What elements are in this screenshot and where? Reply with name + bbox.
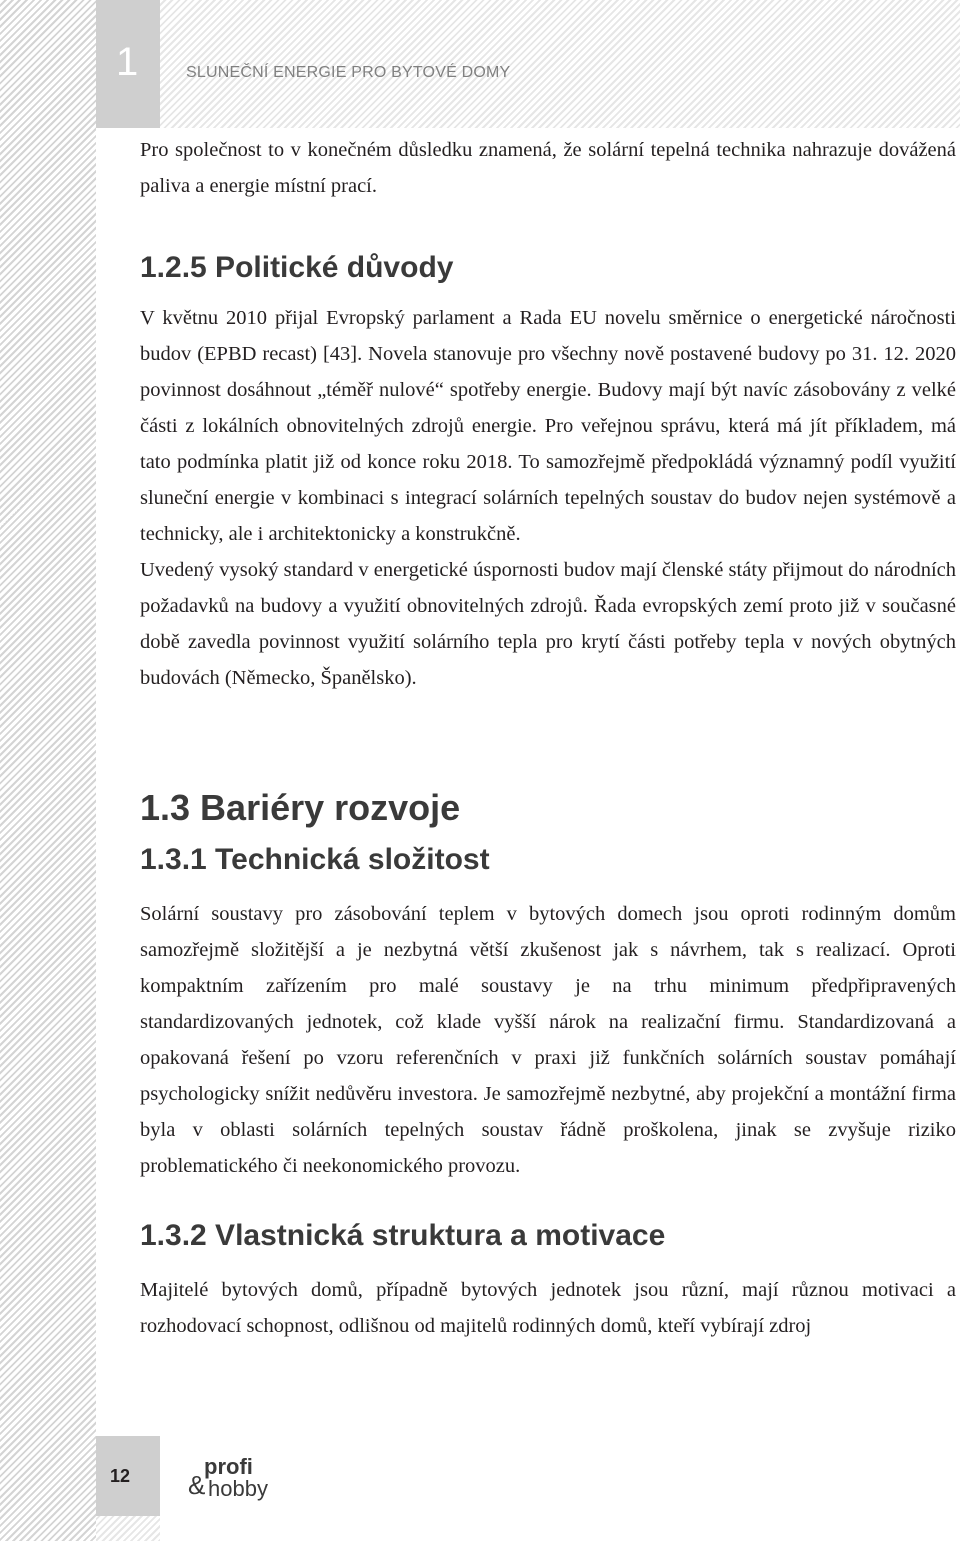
- footer-area: [160, 1436, 960, 1541]
- heading-1-3: 1.3 Bariéry rozvoje: [140, 787, 461, 828]
- logo-ampersand: &: [188, 1470, 206, 1500]
- paragraph-1-3-2: Majitelé bytových domů, případně bytových jednotek jsou různí, mají různou motivaci a rozhodovací schopnost, odlišnou od majitelů rodinných domů, kteří vybírají zdroj: [140, 1279, 956, 1337]
- running-title: SLUNEČNÍ ENERGIE PRO BYTOVÉ DOMY: [186, 64, 511, 81]
- page-content: [140, 132, 956, 1344]
- heading-1-2-5: 1.2.5 Politické důvody: [140, 251, 454, 284]
- logo-hobby-text: hobby: [208, 1476, 268, 1501]
- chapter-number: 1: [116, 40, 139, 84]
- paragraph-1-3-1: Solární soustavy pro zásobování teplem v bytových domech jsou oproti rodinným domům samozřejmě složitější a je nezbytná větší zkušenost jak s návrhem, tak s realizací. Oproti kompaktním zařízením pro malé soustavy je na trhu minimum předpřipravených standardizovaných jednotek, což klade vyšší nárok na realizační firmu. Standardizovaná a opakovaná řešení po vzoru referenčních v praxi již funkčních solárních soustav pomáhají psychologicky snížit nedůvěru investora. Je samozřejmě nezbytné, aby projekční a montážní firma byla v oblasti solárních tepelných soustav řádně proškolena, jinak se zvyšuje riziko problematického či neekonomického provozu.: [140, 903, 956, 1177]
- logo-profi-text: profi: [204, 1454, 253, 1479]
- page-number: 12: [110, 1466, 131, 1486]
- paragraph-1-2-5-b: Uvedený vysoký standard v energetické úspornosti budov mají členské státy přijmout do národních požadavků na budovy a využití obnovitelných zdrojů. Řada evropských zemí proto již v současné době zavedla povinnost využití solárního tepla pro krytí části potřeby tepla v nových obytných budovách (Německo, Španělsko).: [140, 559, 956, 689]
- heading-1-3-2: 1.3.2 Vlastnická struktura a motivace: [140, 1219, 666, 1252]
- paragraph-1-2-5-a: V květnu 2010 přijal Evropský parlament a Rada EU novelu směrnice o energetické náročnosti budov (EPBD recast) [43]. Novela stanovuje pro všechny nově postavené budovy po 31. 12. 2020 povinnost dosáhnout „téměř nulové“ spotřeby energie. Budovy mají být navíc zásobovány z velké části z lokálních obnovitelných zdrojů energie. Pro veřejnou správu, která má jít příkladem, má tato podmínka platit již od konce roku 2018. To samozřejmě předpokládá významný podíl využití sluneční energie v kombinaci s integrací solárních tepelných soustav do budov nejen systémově a technicky, ale i architektonicky a konstrukčně.: [140, 307, 956, 545]
- heading-1-3-1: 1.3.1 Technická složitost: [140, 843, 490, 876]
- striped-margin: [0, 0, 96, 1541]
- profi-hobby-logo: [188, 1454, 278, 1504]
- intro-paragraph: Pro společnost to v konečném důsledku znamená, že solární tepelná technika nahrazuje dovážená paliva a energie místní prací.: [140, 139, 956, 197]
